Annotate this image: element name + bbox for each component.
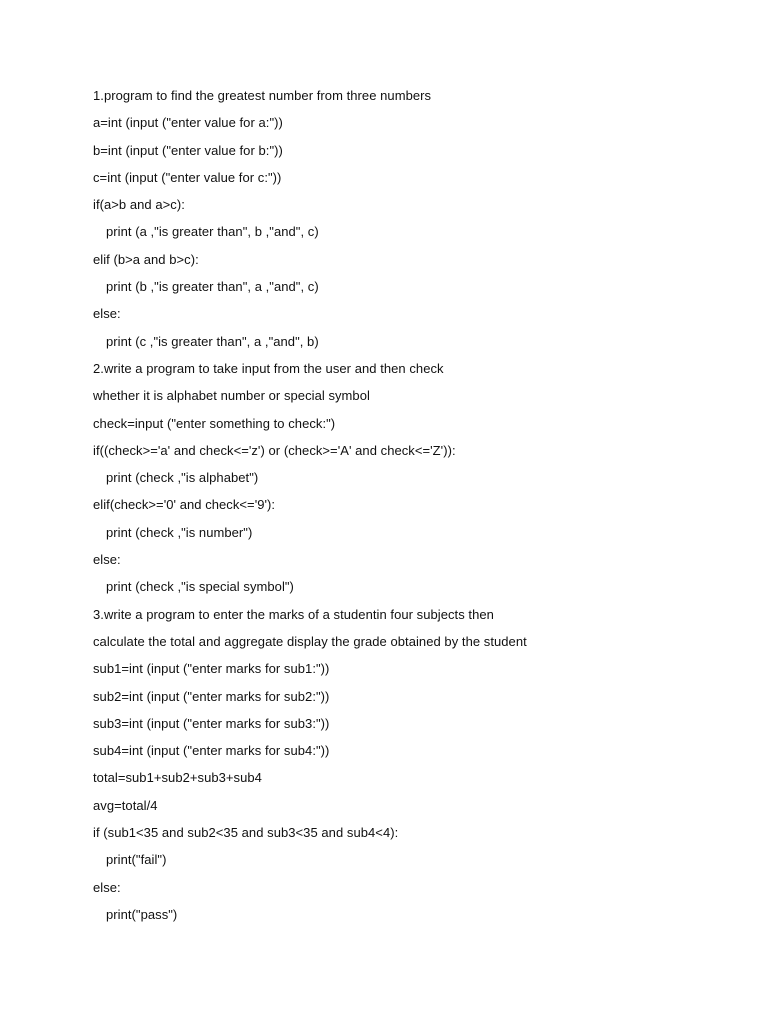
doc-line: if(a>b and a>c): xyxy=(93,197,185,213)
doc-line: print (check ,"is alphabet") xyxy=(106,470,259,486)
doc-line: sub2=int (input ("enter marks for sub2:")) xyxy=(93,688,330,704)
doc-line: sub4=int (input ("enter marks for sub4:")) xyxy=(93,743,330,759)
doc-line: c=int (input ("enter value for c:")) xyxy=(93,169,282,185)
doc-line: total=sub1+sub2+sub3+sub4 xyxy=(93,770,262,786)
doc-line: whether it is alphabet number or special symbol xyxy=(93,388,370,404)
doc-line: check=input ("enter something to check:") xyxy=(93,415,336,431)
doc-line: else: xyxy=(93,306,121,322)
doc-line: a=int (input ("enter value for a:")) xyxy=(93,115,283,131)
doc-line: if((check>='a' and check<='z') or (check>='A' and check<='Z')): xyxy=(93,442,456,458)
doc-line: 1.program to find the greatest number from three numbers xyxy=(93,88,432,103)
doc-line: b=int (input ("enter value for b:")) xyxy=(93,142,283,158)
doc-line: print (c ,"is greater than", a ,"and", b) xyxy=(106,333,319,349)
doc-line: print (check ,"is number") xyxy=(106,524,253,540)
doc-line: print("fail") xyxy=(106,852,167,868)
doc-line: elif (b>a and b>c): xyxy=(93,251,199,267)
doc-line: 2.write a program to take input from the user and then check xyxy=(93,360,444,376)
doc-line: avg=total/4 xyxy=(93,797,158,813)
doc-line: 3.write a program to enter the marks of a studentin four subjects then xyxy=(93,606,494,622)
doc-line: print (b ,"is greater than", a ,"and", c) xyxy=(106,279,319,295)
document-body xyxy=(93,86,733,932)
doc-line: print("pass") xyxy=(106,906,178,922)
doc-line: print (check ,"is special symbol") xyxy=(106,579,294,595)
doc-line: elif(check>='0' and check<='9'): xyxy=(93,497,276,513)
doc-line: sub1=int (input ("enter marks for sub1:")) xyxy=(93,661,330,677)
doc-line: else: xyxy=(93,552,121,568)
doc-line: calculate the total and aggregate display the grade obtained by the student xyxy=(93,633,527,649)
doc-line: sub3=int (input ("enter marks for sub3:")) xyxy=(93,715,330,731)
doc-line: print (a ,"is greater than", b ,"and", c) xyxy=(106,224,319,240)
doc-line: if (sub1<35 and sub2<35 and sub3<35 and sub4<4): xyxy=(93,825,399,841)
doc-line: else: xyxy=(93,879,121,895)
